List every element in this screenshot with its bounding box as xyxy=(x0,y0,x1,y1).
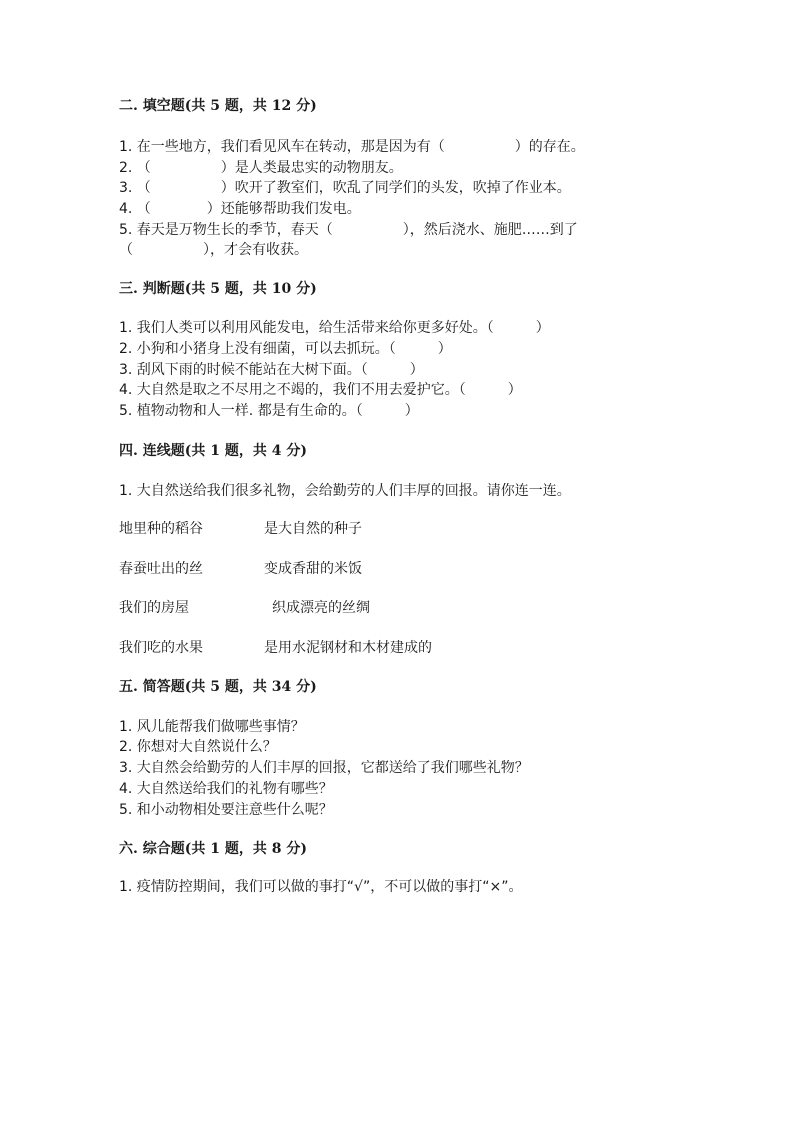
section-heading-true-false: 三. 判断题(共 5 题，共 10 分) xyxy=(119,281,317,297)
matching-prompt: 1. 大自然送给我们很多礼物，会给勤劳的人们丰厚的回报。请你连一连。 xyxy=(119,483,571,499)
section-heading-comprehensive: 六. 综合题(共 1 题，共 8 分) xyxy=(119,841,307,857)
matching-left-item-2: 春蚕吐出的丝 xyxy=(119,561,203,577)
matching-right-item-3: 织成漂亮的丝绸 xyxy=(272,600,370,616)
matching-left-item-1: 地里种的稻谷 xyxy=(119,521,203,537)
fill-blank-question-5-continued: （ ），才会有收获。 xyxy=(119,242,308,258)
section-heading-short-answer: 五. 简答题(共 5 题，共 34 分) xyxy=(119,679,317,695)
short-answer-question-3: 3. 大自然会给勤劳的人们丰厚的回报，它都送给了我们哪些礼物？ xyxy=(119,760,529,776)
comprehensive-question-1: 1. 疫情防控期间，我们可以做的事打“√”，不可以做的事打“×”。 xyxy=(119,879,523,895)
short-answer-question-5: 5. 和小动物相处要注意些什么呢？ xyxy=(119,802,333,818)
fill-blank-question-5: 5. 春天是万物生长的季节，春天（ ），然后浇水、施肥……到了 xyxy=(119,222,578,238)
matching-left-item-4: 我们吃的水果 xyxy=(119,640,203,656)
short-answer-question-2: 2. 你想对大自然说什么？ xyxy=(119,739,277,755)
matching-right-item-1: 是大自然的种子 xyxy=(264,521,362,537)
section-heading-matching: 四. 连线题(共 1 题，共 4 分) xyxy=(119,443,307,459)
short-answer-question-1: 1. 风儿能帮我们做哪些事情？ xyxy=(119,719,305,735)
matching-right-item-2: 变成香甜的米饭 xyxy=(264,561,362,577)
fill-blank-question-4: 4. （ ）还能够帮助我们发电。 xyxy=(119,201,361,217)
true-false-question-1: 1. 我们人类可以利用风能发电，给生活带来给你更多好处。（ ） xyxy=(119,320,550,336)
true-false-question-5: 5. 植物动物和人一样. 都是有生命的。（ ） xyxy=(119,403,419,419)
true-false-question-3: 3. 刮风下雨的时候不能站在大树下面。（ ） xyxy=(119,362,424,378)
fill-blank-question-2: 2. （ ）是人类最忠实的动物朋友。 xyxy=(119,160,403,176)
matching-left-item-3: 我们的房屋 xyxy=(119,600,189,616)
short-answer-question-4: 4. 大自然送给我们的礼物有哪些？ xyxy=(119,781,333,797)
matching-right-item-4: 是用水泥钢材和木材建成的 xyxy=(264,640,432,656)
fill-blank-question-3: 3. （ ）吹开了教室们，吹乱了同学们的头发，吹掉了作业本。 xyxy=(119,180,571,196)
fill-blank-question-1: 1. 在一些地方，我们看见风车在转动，那是因为有（ ）的存在。 xyxy=(119,139,585,155)
section-heading-fill-blank: 二. 填空题(共 5 题，共 12 分) xyxy=(119,98,317,114)
true-false-question-4: 4. 大自然是取之不尽用之不竭的，我们不用去爱护它。（ ） xyxy=(119,382,522,398)
true-false-question-2: 2. 小狗和小猪身上没有细菌，可以去抓玩。（ ） xyxy=(119,341,452,357)
